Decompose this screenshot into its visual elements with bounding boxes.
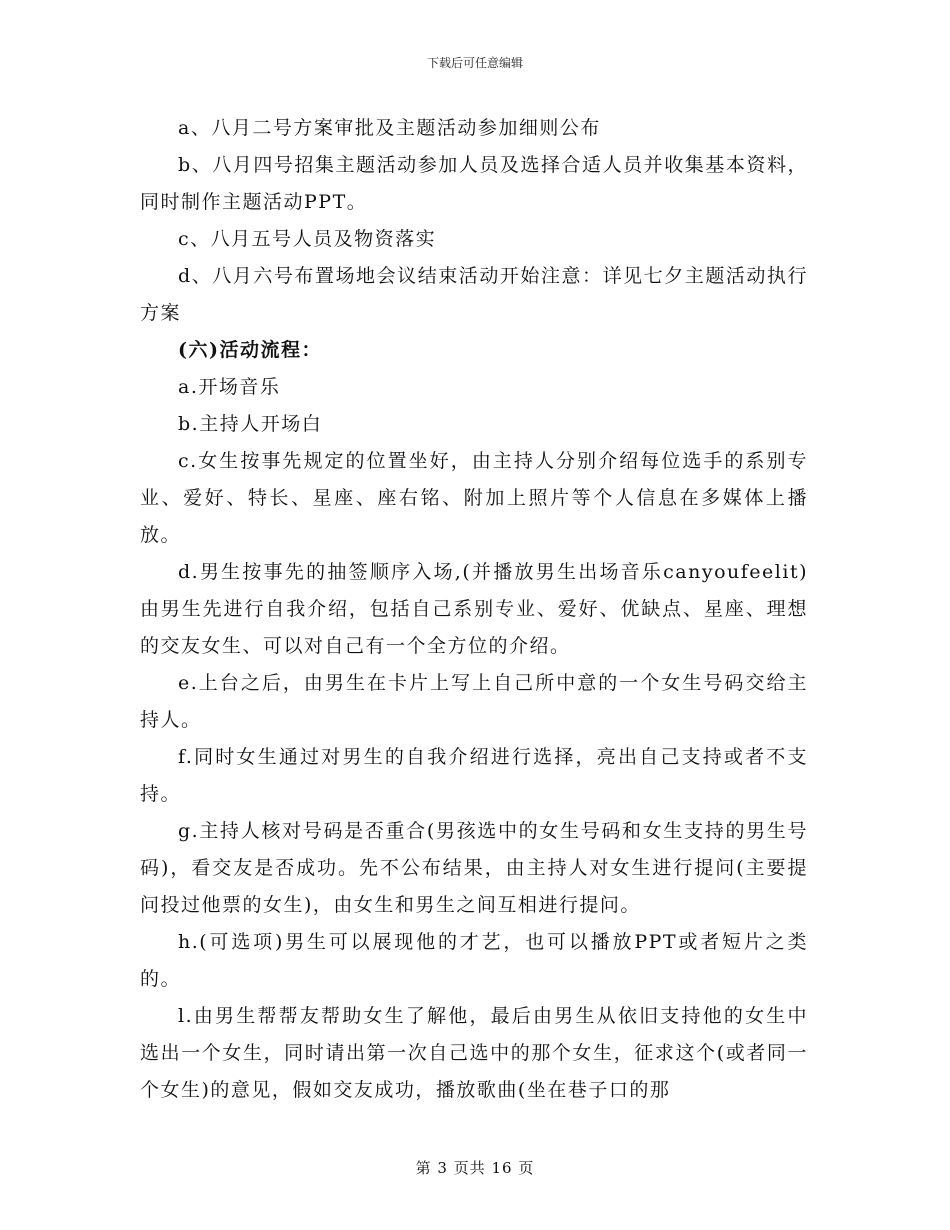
schedule-item-b: b、八月四号招集主题活动参加人员及选择合适人员并收集基本资料，同时制作主题活动PPT。 <box>140 154 808 213</box>
schedule-item-c: c、八月五号人员及物资落实 <box>178 228 437 250</box>
page-footer: 第 3 页共 16 页 <box>415 1159 535 1177</box>
section-heading: (六)活动流程： <box>178 339 322 361</box>
process-step-c: c.女生按事先规定的位置坐好，由主持人分别介绍每位选手的系别专业、爱好、特长、星座、座右铭、附加上照片等个人信息在多媒体上播放。 <box>140 450 808 546</box>
schedule-item-a: a、八月二号方案审批及主题活动参加细则公布 <box>178 117 601 139</box>
process-step-l: l.由男生帮帮友帮助女生了解他，最后由男生从依旧支持他的女生中选出一个女生，同时请出第一次自己选中的那个女生，征求这个(或者同一个女生)的意见，假如交友成功，播放歌曲(坐在巷子口的那 <box>140 1005 808 1101</box>
process-step-b: b.主持人开场白 <box>178 413 323 435</box>
process-step-h: h.(可选项)男生可以展现他的才艺，也可以播放PPT或者短片之类的。 <box>140 931 808 990</box>
process-step-g: g.主持人核对号码是否重合(男孩选中的女生号码和女生支持的男生号码)，看交友是否成功。先不公布结果，由主持人对女生进行提问(主要提问投过他票的女生)，由女生和男生之间互相进行提问。 <box>140 820 808 916</box>
document-body <box>140 110 808 1109</box>
process-step-e: e.上台之后，由男生在卡片上写上自己所中意的一个女生号码交给主持人。 <box>140 672 808 731</box>
process-step-d: d.男生按事先的抽签顺序入场,(并播放男生出场音乐canyoufeelit)由男生先进行自我介绍，包括自己系别专业、爱好、优缺点、星座、理想的交友女生、可以对自己有一个全方位的介绍。 <box>140 561 808 657</box>
page-header: 下载后可任意编辑 <box>426 56 523 70</box>
process-step-f: f.同时女生通过对男生的自我介绍进行选择，亮出自己支持或者不支持。 <box>140 746 808 805</box>
schedule-item-d: d、八月六号布置场地会议结束活动开始注意：详见七夕主题活动执行方案 <box>140 265 808 324</box>
process-step-a: a.开场音乐 <box>178 376 281 398</box>
